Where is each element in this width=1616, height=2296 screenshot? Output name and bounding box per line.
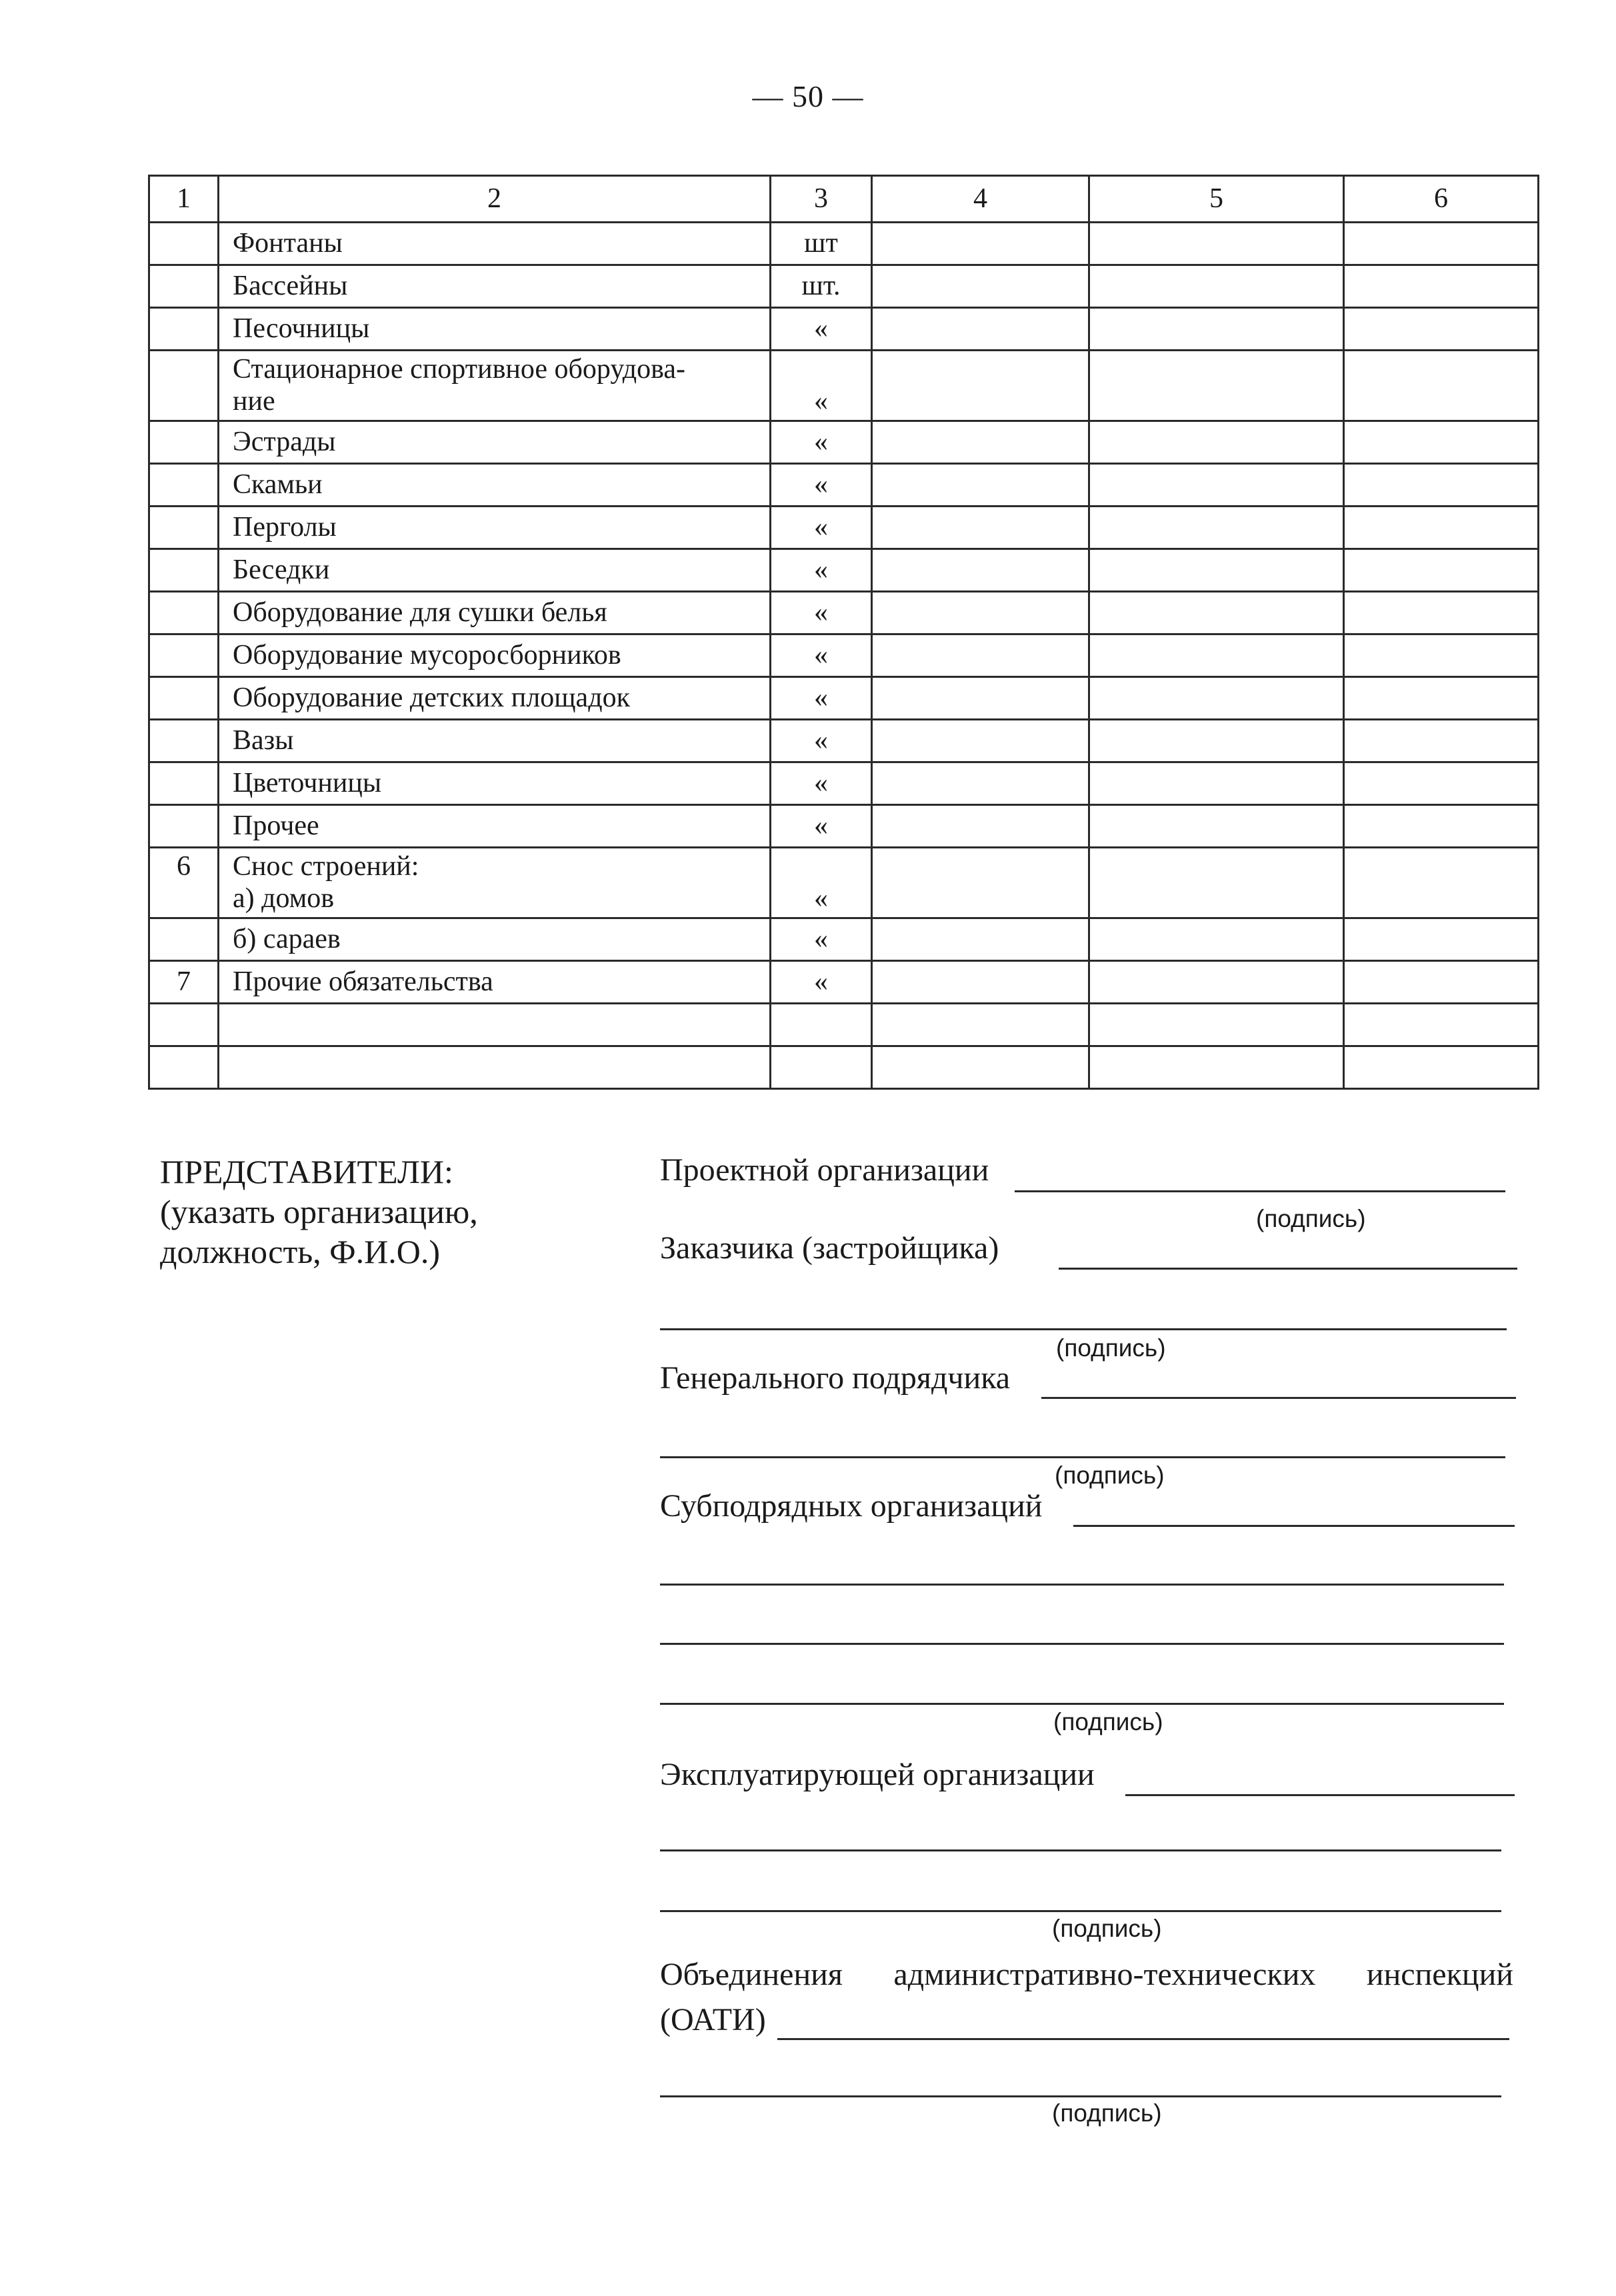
oati-name-line[interactable] [660,2095,1501,2097]
value-cell[interactable] [1344,1004,1539,1046]
value-cell[interactable] [872,223,1089,265]
row-number-cell [149,848,219,918]
representatives-title: ПРЕДСТАВИТЕЛИ: [160,1153,453,1190]
item-name-cell [219,961,771,1004]
general-contractor-label: Генерального подрядчика [660,1360,1011,1396]
value-cell[interactable] [1344,634,1539,677]
unit: « [814,385,828,417]
page-number: — 50 — [752,79,864,113]
value-cell[interactable] [1089,507,1344,549]
design-org-signature-line[interactable] [1015,1190,1505,1192]
table-row [149,308,1539,351]
unit: « [814,810,828,841]
value-cell[interactable] [872,464,1089,507]
item-name-cell [219,805,771,848]
item-name: Вазы [233,724,294,756]
unit-cell [771,223,872,265]
table-row [149,848,1539,918]
unit-cell [771,961,872,1004]
value-cell[interactable] [1344,223,1539,265]
value-cell[interactable] [1089,961,1344,1004]
unit: « [814,596,828,628]
unit-cell [771,762,872,805]
item-name-continued: ние [233,385,275,417]
unit: « [814,511,828,543]
value-cell[interactable] [1344,1046,1539,1089]
row-number-cell [149,308,219,351]
row-number-cell [149,634,219,677]
table-row [149,720,1539,762]
representatives-note-line1: (указать организацию, [160,1193,478,1230]
value-cell[interactable] [1344,677,1539,720]
item-name-cell [219,848,771,918]
value-cell[interactable] [1344,421,1539,464]
value-cell[interactable] [1344,464,1539,507]
table-row [149,1046,1539,1089]
subcontractors-label: Субподрядных организаций [660,1488,1043,1524]
value-cell[interactable] [872,549,1089,592]
value-cell[interactable] [872,634,1089,677]
signature-caption: (подпись) [1256,1205,1366,1232]
value-cell[interactable] [872,265,1089,308]
table-row [149,265,1539,308]
value-cell[interactable] [1344,351,1539,421]
value-cell[interactable] [1344,961,1539,1004]
row-number-cell [149,223,219,265]
unit-cell [771,918,872,961]
row-number-cell [149,720,219,762]
unit: « [814,923,828,954]
item-name: Скамьи [233,469,323,500]
table-row [149,549,1539,592]
unit: « [814,554,828,585]
item-name-cell [219,1046,771,1089]
unit-cell [771,1004,872,1046]
item-name-cell [219,762,771,805]
table-row [149,634,1539,677]
value-cell[interactable] [872,1046,1089,1089]
value-cell[interactable] [1089,762,1344,805]
value-cell[interactable] [1089,1004,1344,1046]
signature-caption: (подпись) [1056,1334,1166,1362]
representatives-block [160,1152,478,1272]
unit: шт. [801,270,841,301]
value-cell[interactable] [1344,308,1539,351]
row-number-cell [149,592,219,634]
value-cell[interactable] [872,918,1089,961]
unit-cell [771,634,872,677]
row-number-cell [149,507,219,549]
value-cell[interactable] [872,720,1089,762]
unit-cell [771,592,872,634]
subcontractors-line-1[interactable] [660,1584,1504,1586]
value-cell[interactable] [1344,848,1539,918]
value-cell[interactable] [1089,223,1344,265]
value-cell[interactable] [872,805,1089,848]
value-cell[interactable] [872,421,1089,464]
value-cell[interactable] [872,677,1089,720]
item-name: Прочее [233,810,319,841]
value-cell[interactable] [872,762,1089,805]
row-number-cell [149,464,219,507]
unit-cell [771,421,872,464]
value-cell[interactable] [872,308,1089,351]
item-name: Фонтаны [233,227,343,259]
table-row [149,592,1539,634]
value-cell[interactable] [1089,1046,1344,1089]
item-name-cell [219,634,771,677]
unit-cell [771,464,872,507]
unit: « [814,313,828,344]
value-cell[interactable] [1089,421,1344,464]
row-number-cell [149,421,219,464]
row-number-cell [149,1046,219,1089]
value-cell[interactable] [1089,918,1344,961]
table-row [149,762,1539,805]
value-cell[interactable] [1089,549,1344,592]
item-name: Оборудование мусоросборников [233,639,621,670]
oati-word: инспекций [1366,1957,1513,1992]
item-name: Оборудование для сушки белья [233,596,607,628]
customer-name-line[interactable] [660,1328,1507,1330]
value-cell[interactable] [1344,805,1539,848]
value-cell[interactable] [1089,677,1344,720]
item-name-cell [219,223,771,265]
item-name: Снос строений: [233,851,419,882]
value-cell[interactable] [1089,464,1344,507]
item-name-cell [219,351,771,421]
operating-org-signature-line[interactable] [1125,1794,1515,1796]
unit-cell [771,848,872,918]
item-name: Беседки [233,554,330,585]
value-cell[interactable] [1344,720,1539,762]
operating-org-line-2[interactable] [660,1910,1501,1912]
unit-cell [771,507,872,549]
table-row [149,677,1539,720]
value-cell[interactable] [1344,265,1539,308]
signature-caption: (подпись) [1052,2099,1162,2127]
general-contractor-name-line[interactable] [660,1456,1505,1458]
unit-cell [771,549,872,592]
unit: « [814,966,828,997]
value-cell[interactable] [872,351,1089,421]
item-name: б) сараев [233,923,341,954]
row-number-cell [149,961,219,1004]
table-row [149,507,1539,549]
row-number-cell [149,918,219,961]
value-cell[interactable] [1089,351,1344,421]
operating-org-line-1[interactable] [660,1849,1501,1851]
row-number: 6 [177,851,191,882]
signature-caption: (подпись) [1052,1915,1162,1942]
row-number-cell [149,351,219,421]
item-name-cell [219,918,771,961]
signature-caption: (подпись) [1055,1462,1165,1489]
customer-signature-line[interactable] [1059,1268,1517,1270]
item-name: Оборудование детских площадок [233,682,630,713]
item-name-cell [219,720,771,762]
oati-word: административно-технических [893,1957,1316,1992]
row-number: 7 [177,966,191,997]
unit-cell [771,308,872,351]
value-cell[interactable] [872,1004,1089,1046]
unit: « [814,639,828,670]
customer-label: Заказчика (застройщика) [660,1230,999,1266]
header-cell: 5 [1089,176,1344,223]
subcontractors-line-2[interactable] [660,1643,1504,1645]
unit-cell [771,805,872,848]
table-row [149,464,1539,507]
row-number-cell [149,762,219,805]
oati-label-line1 [660,1956,1513,1993]
item-name: Песочницы [233,313,370,344]
header-cell: 3 [771,176,872,223]
item-name-cell [219,549,771,592]
item-name-cell [219,464,771,507]
oati-word: Объединения [660,1957,843,1992]
oati-label-line2: (ОАТИ) [660,2002,766,2037]
item-name: Стационарное спортивное оборудова- [233,354,685,385]
representatives-note-line2: должность, Ф.И.О.) [160,1233,440,1270]
unit-cell [771,351,872,421]
value-cell[interactable] [1089,720,1344,762]
unit-cell [771,677,872,720]
unit: « [814,682,828,713]
unit-cell [771,720,872,762]
subcontractors-signature-line[interactable] [1073,1525,1515,1527]
header-cell: 1 [149,176,219,223]
value-cell[interactable] [1089,265,1344,308]
item-name: Эстрады [233,426,336,457]
item-name-cell [219,308,771,351]
unit: « [814,882,828,914]
header-cell: 6 [1344,176,1539,223]
unit-cell [771,1046,872,1089]
objects-table [148,175,1539,1090]
value-cell[interactable] [1344,918,1539,961]
general-contractor-signature-line[interactable] [1041,1397,1516,1399]
item-name-continued: а) домов [233,882,335,914]
value-cell[interactable] [1089,634,1344,677]
table-row [149,918,1539,961]
operating-org-label: Эксплуатирующей организации [660,1757,1095,1792]
table-row [149,1004,1539,1046]
unit-cell [771,265,872,308]
row-number-cell [149,677,219,720]
oati-signature-line[interactable] [777,2038,1509,2040]
unit: « [814,767,828,798]
item-name: Прочие обязательства [233,966,493,997]
item-name-cell [219,677,771,720]
value-cell[interactable] [1089,848,1344,918]
value-cell[interactable] [1089,805,1344,848]
value-cell[interactable] [1344,549,1539,592]
item-name-cell [219,592,771,634]
value-cell[interactable] [872,961,1089,1004]
table-row [149,351,1539,421]
unit: шт [804,227,838,259]
unit: « [814,469,828,500]
value-cell[interactable] [872,507,1089,549]
table-row [149,961,1539,1004]
header-row [149,176,1539,223]
value-cell[interactable] [1344,762,1539,805]
item-name-cell [219,421,771,464]
value-cell[interactable] [1089,308,1344,351]
unit: « [814,426,828,457]
value-cell[interactable] [872,592,1089,634]
unit: « [814,724,828,756]
item-name: Перголы [233,511,337,543]
subcontractors-line-3[interactable] [660,1703,1504,1705]
item-name: Цветочницы [233,767,382,798]
design-org-label: Проектной организации [660,1152,989,1188]
row-number-cell [149,549,219,592]
table-row [149,805,1539,848]
value-cell[interactable] [1344,592,1539,634]
item-name-cell [219,1004,771,1046]
header-cell: 4 [872,176,1089,223]
item-name-cell [219,507,771,549]
value-cell[interactable] [1344,507,1539,549]
row-number-cell [149,805,219,848]
item-name: Бассейны [233,270,348,301]
row-number-cell [149,1004,219,1046]
row-number-cell [149,265,219,308]
value-cell[interactable] [1089,592,1344,634]
signature-caption: (подпись) [1053,1708,1163,1735]
table-row [149,421,1539,464]
header-cell: 2 [219,176,771,223]
table-row [149,223,1539,265]
value-cell[interactable] [872,848,1089,918]
item-name-cell [219,265,771,308]
